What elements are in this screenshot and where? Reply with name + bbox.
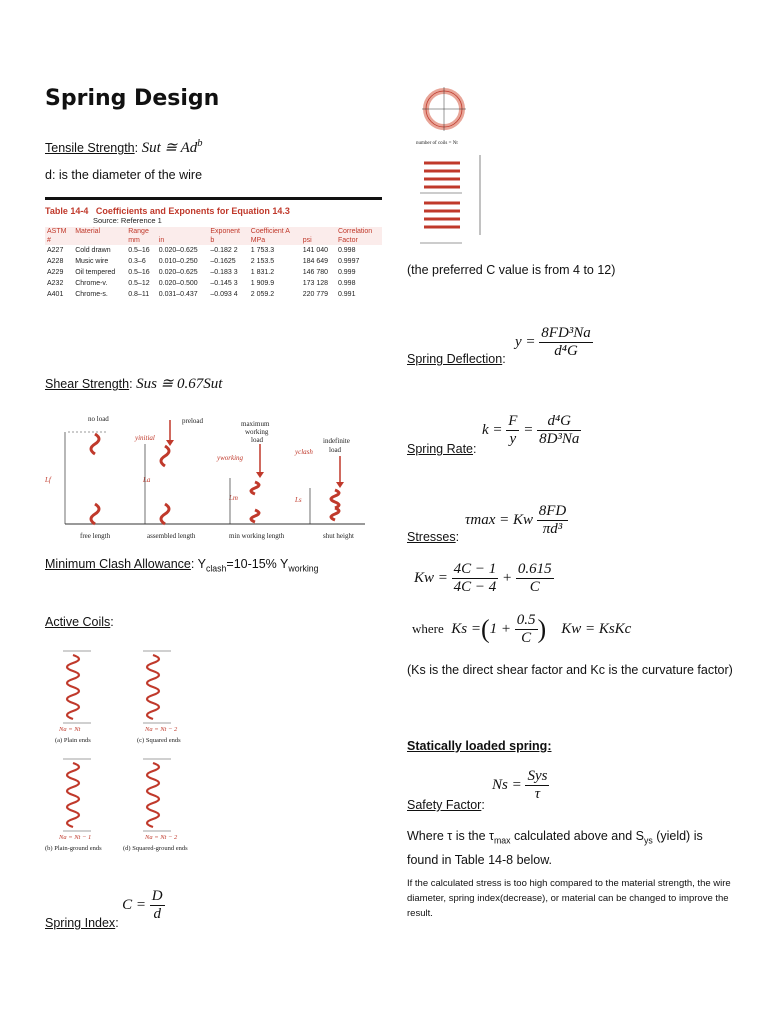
svg-text:Na = Nt − 1: Na = Nt − 1	[59, 834, 92, 841]
table-cell: –0.183 3	[210, 269, 238, 276]
table-header-cell: Material	[73, 227, 126, 236]
svg-text:load: load	[251, 436, 264, 444]
spring-rate-formula: k = $\frac{F}{y}$ = $\frac{\text{d⁴G}}{\text{8D³Na}}$	[482, 413, 580, 447]
spring-load-figure	[45, 412, 370, 542]
table-cell: 0.9997	[337, 258, 360, 265]
table-cell: 0.020–0.500	[158, 280, 198, 287]
clash-allowance-row: Minimum Clash Allowance: $Y_{clash}=10-15\%$ $Y_{working}$	[45, 557, 319, 574]
table-header-cell: Range	[126, 227, 157, 236]
svg-text:Lm: Lm	[229, 494, 238, 502]
stresses-row: Stresses: τmax = Kw $\frac{8FD}{\text{πd³}}$	[407, 503, 567, 544]
table-cell: 146 780	[302, 269, 329, 276]
table-cell: 1 831.2	[250, 269, 275, 276]
table-cell: 2 059.2	[250, 291, 275, 298]
table-header-cell: Coefficient A	[249, 227, 301, 236]
svg-text:yworking: yworking	[217, 454, 244, 462]
svg-text:yclash: yclash	[295, 448, 313, 456]
table-row	[45, 245, 382, 256]
svg-text:Na = Nt − 2: Na = Nt − 2	[145, 834, 178, 841]
spring-deflection-label: Spring Deflection	[407, 352, 503, 366]
min-working-length-label: min working length	[229, 532, 285, 540]
table-row	[45, 289, 382, 300]
table-header-cell	[73, 236, 126, 245]
svg-text:maximum: maximum	[241, 420, 270, 428]
table-cell: 173 128	[302, 280, 329, 287]
table-cell: Chrome-s.	[75, 291, 108, 298]
shut-height-label: shut height	[323, 532, 354, 540]
table-cell: Cold drawn	[75, 247, 111, 254]
svg-text:(c) Squared ends: (c) Squared ends	[137, 737, 181, 744]
table-cell: 0.998	[337, 247, 356, 254]
coefficients-table: Table 14-4 Coefficients and Exponents for Equation 14.3 Source: Reference 1 ASTM Material Range Exponent Coefficient A Correlation # mm in b MPa psi Factor A227 Cold drawn 0.5–16 0.020–0.625 –0.182 2 1 753.3 141 040 0.998 A228 Music wire 0.3–6 0.010–0.250 –0.1625 2 153.5 184 649 0.9997 A229 Oil tempered 0.5–16 0.020–0.625 –0.183 3 1 831.2 146 780 0.999 A232 Chrome-v. 0.5–12 0.020–0.500 –0.145 3 1 909.9 173 128 0.998 A401 Chrome-s. 0.8–11 0.031–0.437 –0.093 4 2 059.2 220 779 0.991	[45, 197, 382, 300]
page-title: Spring Design	[45, 86, 220, 111]
table-header-cell: Factor	[336, 236, 382, 245]
table-cell: 141 040	[302, 247, 329, 254]
svg-text:Na = Nt: Na = Nt	[59, 726, 81, 733]
table-cell: –0.182 2	[210, 247, 238, 254]
shear-strength-label: Shear Strength	[45, 377, 130, 391]
preload-label: preload	[182, 417, 203, 425]
tensile-strength-label: Tensile Strength	[45, 141, 135, 155]
table-cell: –0.093 4	[210, 291, 238, 298]
active-coils-label: Active Coils	[45, 615, 111, 629]
ks-note: (Ks is the direct shear factor and Kc is the curvature factor)	[407, 663, 733, 677]
shear-strength-row: Shear Strength: Sus ≅ 0.67Sut	[45, 376, 223, 392]
table-header-cell	[301, 227, 336, 236]
svg-text:(d) Squared-ground ends: (d) Squared-ground ends	[123, 845, 188, 852]
svg-text:Lf: Lf	[45, 476, 51, 484]
svg-text:number of coils = Nt: number of coils = Nt	[416, 141, 458, 146]
table-cell: 0.020–0.625	[158, 247, 198, 254]
stresses-formula: τmax = Kw $\frac{8FD}{\text{πd³}}$	[465, 503, 567, 537]
preferred-c-note: (the preferred C value is from 4 to 12)	[407, 263, 616, 277]
table-cell: A228	[47, 258, 64, 265]
svg-text:(a) Plain ends: (a) Plain ends	[55, 737, 91, 744]
table-header-cell: Correlation	[336, 227, 382, 236]
safety-factor-label: Safety Factor	[407, 798, 482, 812]
spring-index-label: Spring Index	[45, 915, 116, 930]
active-coils-row: Active Coils:	[45, 615, 114, 629]
svg-text:working: working	[245, 428, 269, 436]
table-cell: A401	[47, 291, 64, 298]
final-note: If the calculated stress is too high compared to the material strength, the wire diameter, spring index(decrease), or material can be changed to improve the result.	[407, 878, 731, 919]
spring-rate-label: Spring Rate	[407, 442, 474, 456]
table-cell: 2 153.5	[250, 258, 275, 265]
safety-factor-formula: Ns = $\frac{\text{Sys}}{\tau}$	[492, 768, 548, 802]
clash-allowance-label: Minimum Clash Allowance	[45, 557, 191, 571]
svg-text:yinitial: yinitial	[135, 434, 155, 442]
diameter-note: d: is the diameter of the wire	[45, 168, 203, 182]
spring-index-formula: C = $\frac{D}{d}$	[122, 888, 163, 922]
no-load-label: no load	[88, 415, 109, 423]
shear-formula: Sus ≅ 0.67Sut	[136, 376, 223, 392]
table-cell: 0.5–16	[128, 247, 150, 254]
static-load-heading: Statically loaded spring:	[407, 739, 552, 753]
table-row	[45, 278, 382, 289]
where-tau-note: Where τ is the $\tau_{max}$ calculated above and $S_{ys}$ (yield) is found in Table 14-8 below.	[407, 829, 703, 867]
svg-text:(b) Plain-ground ends: (b) Plain-ground ends	[45, 845, 102, 852]
table-row	[45, 267, 382, 278]
table-cell: 0.010–0.250	[158, 258, 198, 265]
svg-text:load: load	[329, 446, 342, 454]
table-header-cell: ASTM	[45, 227, 73, 236]
ks-formula: where Ks =(1 + $\frac{0.5}{C}$ ) Kw = KsKc	[412, 612, 632, 646]
table-cell: Music wire	[75, 258, 109, 265]
table-cell: 0.020–0.625	[158, 269, 198, 276]
table-row	[45, 256, 382, 267]
svg-text:indefinite: indefinite	[323, 437, 350, 445]
assembled-length-label: assembled length	[147, 532, 196, 540]
kw-formula: Kw = $\frac{4C - 1}{4C - 4}$ + $\frac{0.615}{C}$	[414, 561, 552, 595]
table-header-cell: Exponent	[208, 227, 248, 236]
table-cell: 0.8–11	[128, 291, 150, 298]
table-cell: 0.999	[337, 269, 356, 276]
table-header-cell	[157, 227, 209, 236]
table-cell: A227	[47, 247, 64, 254]
table-cell: 0.5–12	[128, 280, 150, 287]
spring-rate-row: Spring Rate: k = $\frac{F}{y}$ = $\frac{\text{d⁴G}}{\text{8D³Na}}$	[407, 413, 580, 456]
svg-text:Na = Nt − 2: Na = Nt − 2	[145, 726, 178, 733]
table-cell: Oil tempered	[75, 269, 116, 276]
table-header-cell: #	[45, 236, 73, 245]
table-header-cell: in	[157, 236, 209, 245]
safety-factor-row: Safety Factor: Ns = $\frac{\text{Sys}}{\tau}$	[407, 768, 548, 812]
spring-deflection-row: Spring Deflection: y = $\frac{\text{8FD³Na}}{\text{d⁴G}}$	[407, 325, 591, 366]
svg-text:La: La	[143, 476, 151, 484]
table-cell: A232	[47, 280, 64, 287]
table-cell: A229	[47, 269, 64, 276]
table-header-cell: psi	[301, 236, 336, 245]
table-cell: 0.3–6	[128, 258, 146, 265]
table-cell: Chrome-v.	[75, 280, 108, 287]
spring-index-row: Spring Index: C = $\frac{D}{d}$	[45, 888, 163, 930]
table-cell: 0.991	[337, 291, 356, 298]
table-header-cell: b	[208, 236, 248, 245]
table-cell: –0.145 3	[210, 280, 238, 287]
svg-text:Ls: Ls	[295, 496, 302, 504]
table-header-cell: MPa	[249, 236, 301, 245]
table-cell: 1 909.9	[250, 280, 275, 287]
tensile-strength-row: Tensile Strength: Sut ≅ Ad$^b$	[45, 138, 203, 156]
table-cell: 220 779	[302, 291, 329, 298]
table-cell: 0.998	[337, 280, 356, 287]
table-cell: 0.5–16	[128, 269, 150, 276]
table-cell: –0.1625	[210, 258, 236, 265]
deflection-formula: y = $\frac{\text{8FD³Na}}{\text{d⁴G}}$	[515, 325, 591, 359]
table-cell: 0.031–0.437	[158, 291, 198, 298]
table-cell: 184 649	[302, 258, 329, 265]
stresses-label: Stresses	[407, 530, 456, 544]
free-length-label: free length	[80, 532, 111, 540]
active-coils-figure	[45, 645, 245, 855]
table-cell: 1 753.3	[250, 247, 275, 254]
table-header-cell: mm	[126, 236, 157, 245]
tensile-formula: Sut ≅ Ad$^b$	[141, 138, 203, 156]
spring-geometry-figure	[410, 85, 500, 255]
